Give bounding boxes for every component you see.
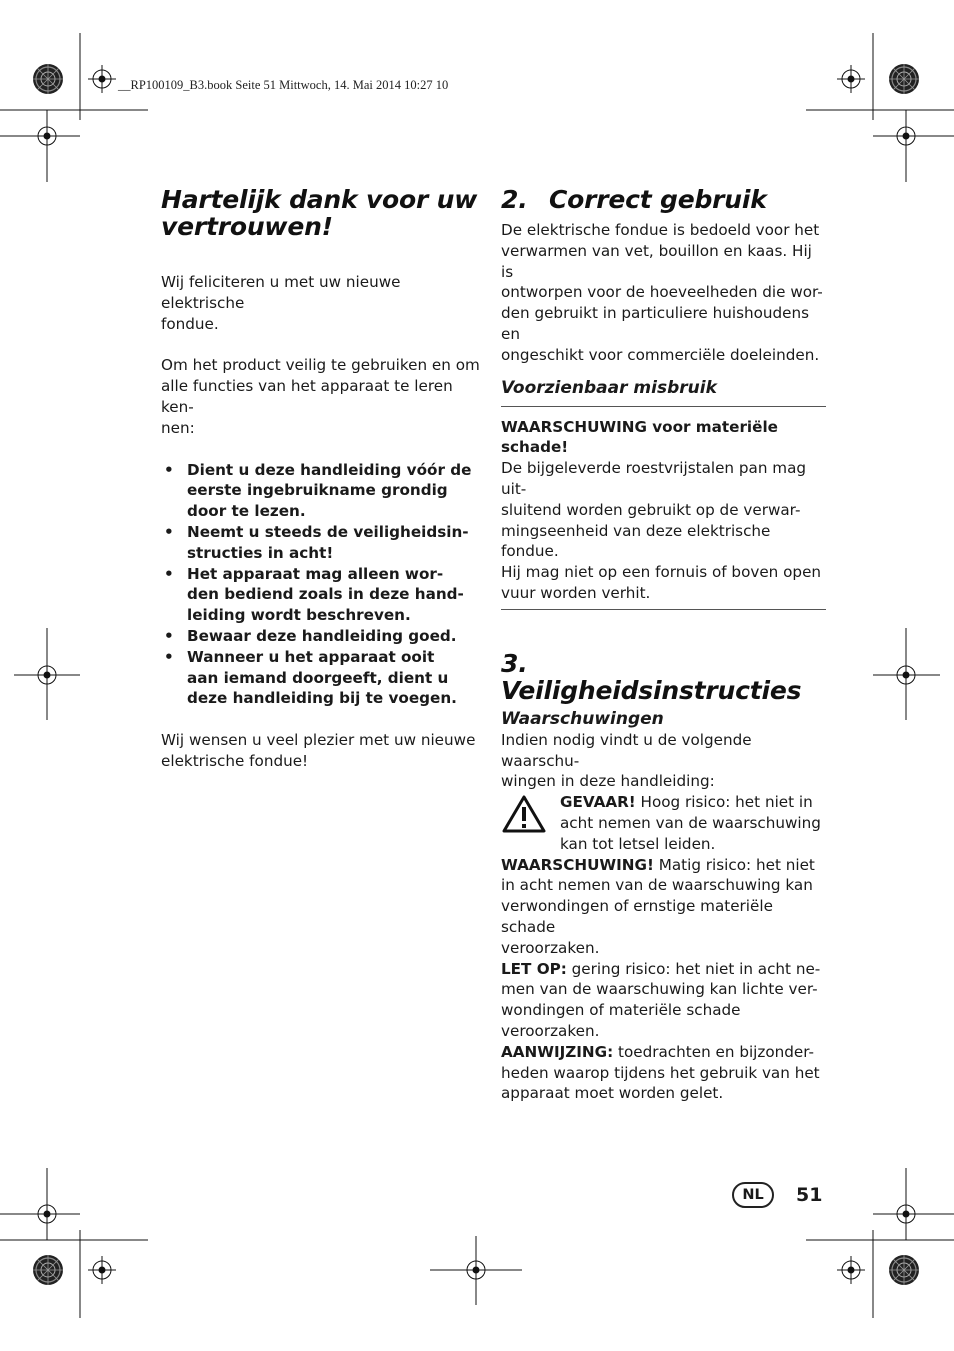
print-slug: __RP100109_B3.book Seite 51 Mittwoch, 14. Mai 2014 10:27 10: [118, 78, 449, 92]
text-line: De elektrische fondue is bedoeld voor het: [501, 221, 820, 239]
bullet-icon: •: [164, 460, 174, 479]
misuse-heading: Voorzienbaar misbruik: [501, 377, 717, 398]
text-line: toedrachten en bijzonder-: [613, 1042, 815, 1061]
text-line: aan iemand doorgeeft, dient u: [187, 668, 449, 687]
text-line: men van de waarschuwing kan lichte ver-: [501, 980, 818, 999]
warnings-intro: [501, 730, 826, 792]
section-number: 3.: [501, 648, 528, 678]
section-heading-safety: [501, 650, 826, 704]
bullet-icon: •: [164, 626, 174, 645]
text-line: Het apparaat mag alleen wor-: [187, 564, 444, 583]
text-line: wingen in deze handleiding:: [501, 772, 715, 791]
text-line: Wij wensen u veel plezier met uw nieuwe: [161, 731, 476, 750]
section-title: Correct gebruik: [549, 185, 767, 214]
text-line: ongeschikt voor commerciële doeleinden.: [501, 345, 820, 364]
text-line: den gebruikt in particuliere huishoudens en: [501, 304, 810, 343]
closing-paragraph: [161, 730, 481, 772]
warning-label: WAARSCHUWING!: [501, 855, 654, 874]
text-line: gering risico: het niet in acht ne-: [566, 959, 821, 978]
text-line: fondue.: [161, 314, 219, 333]
material-warning-title: [501, 417, 826, 459]
text-line: schade!: [501, 438, 569, 457]
text-line: Indien nodig vindt u de volgende waarschu-: [501, 730, 752, 770]
caution-label: LET OP:: [501, 959, 567, 978]
heading-line: vertrouwen!: [161, 212, 333, 241]
language-badge: NL: [732, 1182, 774, 1208]
list-item: [161, 626, 481, 647]
right-column: [501, 186, 826, 1104]
text-line: mingseenheid van deze elektrische fondue.: [501, 521, 771, 561]
usage-intro-paragraph: [161, 355, 481, 438]
text-line: door te lezen.: [187, 502, 306, 521]
bullet-icon: •: [164, 564, 174, 583]
left-column: [161, 186, 481, 772]
danger-text: [560, 792, 821, 854]
text-line: Hoog risico: het niet in: [635, 793, 813, 812]
text-line: De bijgeleverde roestvrijstalen pan mag uit-: [501, 459, 807, 498]
text-line: ontworpen voor de hoeveelheden die wor-: [501, 283, 823, 302]
list-item: [161, 647, 481, 709]
text-line: Matig risico: het niet: [653, 855, 815, 874]
text-line: Dient u deze handleiding vóór de: [187, 460, 472, 479]
text-line: WAARSCHUWING voor materiële: [501, 417, 778, 436]
bullet-icon: •: [164, 647, 174, 666]
warning-triangle-icon: [501, 792, 560, 854]
danger-label: GEVAAR!: [560, 793, 636, 812]
text-line: alle functies van het apparaat te leren ken-: [161, 377, 453, 416]
note-label: AANWIJZING:: [501, 1042, 614, 1061]
section-heading-correct-use: [501, 186, 826, 213]
text-line: elektrische fondue!: [161, 751, 309, 770]
danger-block: [501, 792, 826, 854]
text-line: verwondingen of ernstige materiële schade: [501, 897, 773, 936]
text-line: structies in acht!: [187, 543, 334, 562]
intended-use-paragraph: [501, 220, 826, 366]
text-line: wondingen of materiële schade: [501, 1001, 741, 1020]
page-number: 51: [796, 1184, 823, 1206]
warnings-heading: Waarschuwingen: [501, 708, 664, 729]
list-item: [161, 522, 481, 564]
text-line: verwarmen van vet, bouillon en kaas. Hij is: [501, 241, 812, 281]
text-line: heden waarop tijdens het gebruik van het: [501, 1063, 820, 1082]
note-level-text: [501, 1042, 826, 1104]
instruction-list: [161, 460, 481, 710]
text-line: Hij mag niet op een fornuis of boven open: [501, 563, 822, 582]
text-line: apparaat moet worden gelet.: [501, 1084, 724, 1103]
text-line: Neemt u steeds de veiligheidsin-: [187, 522, 469, 541]
congrats-paragraph: [161, 272, 481, 334]
text-line: veroorzaken.: [501, 938, 600, 957]
text-line: nen:: [161, 418, 195, 437]
section-title: Veiligheidsinstructies: [501, 675, 802, 705]
text-line: Wij feliciteren u met uw nieuwe elektrische: [161, 273, 401, 312]
text-line: acht nemen van de waarschuwing: [560, 813, 821, 832]
warning-level-text: [501, 855, 826, 959]
section-number: 2.: [501, 185, 528, 214]
text-line: vuur worden verhit.: [501, 583, 651, 602]
text-line: Wanneer u het apparaat ooit: [187, 647, 435, 666]
text-line: Bewaar deze handleiding goed.: [187, 626, 457, 645]
thank-you-heading: [161, 186, 481, 240]
bullet-icon: •: [164, 522, 174, 541]
text-line: den bediend zoals in deze hand-: [187, 585, 464, 604]
text-line: kan tot letsel leiden.: [560, 834, 716, 853]
text-line: leiding wordt beschreven.: [187, 606, 411, 625]
text-line: in acht nemen van de waarschuwing kan: [501, 876, 813, 895]
text-line: sluitend worden gebruikt op de verwar-: [501, 500, 801, 519]
text-line: Om het product veilig te gebruiken en om: [161, 356, 480, 375]
list-item: [161, 564, 481, 626]
material-warning-text: [501, 458, 826, 604]
list-item: [161, 460, 481, 522]
text-line: deze handleiding bij te voegen.: [187, 689, 457, 708]
caution-level-text: [501, 959, 826, 1042]
text-line: veroorzaken.: [501, 1021, 600, 1040]
text-line: eerste ingebruikname grondig: [187, 481, 448, 500]
heading-line: Hartelijk dank voor uw: [161, 185, 478, 214]
